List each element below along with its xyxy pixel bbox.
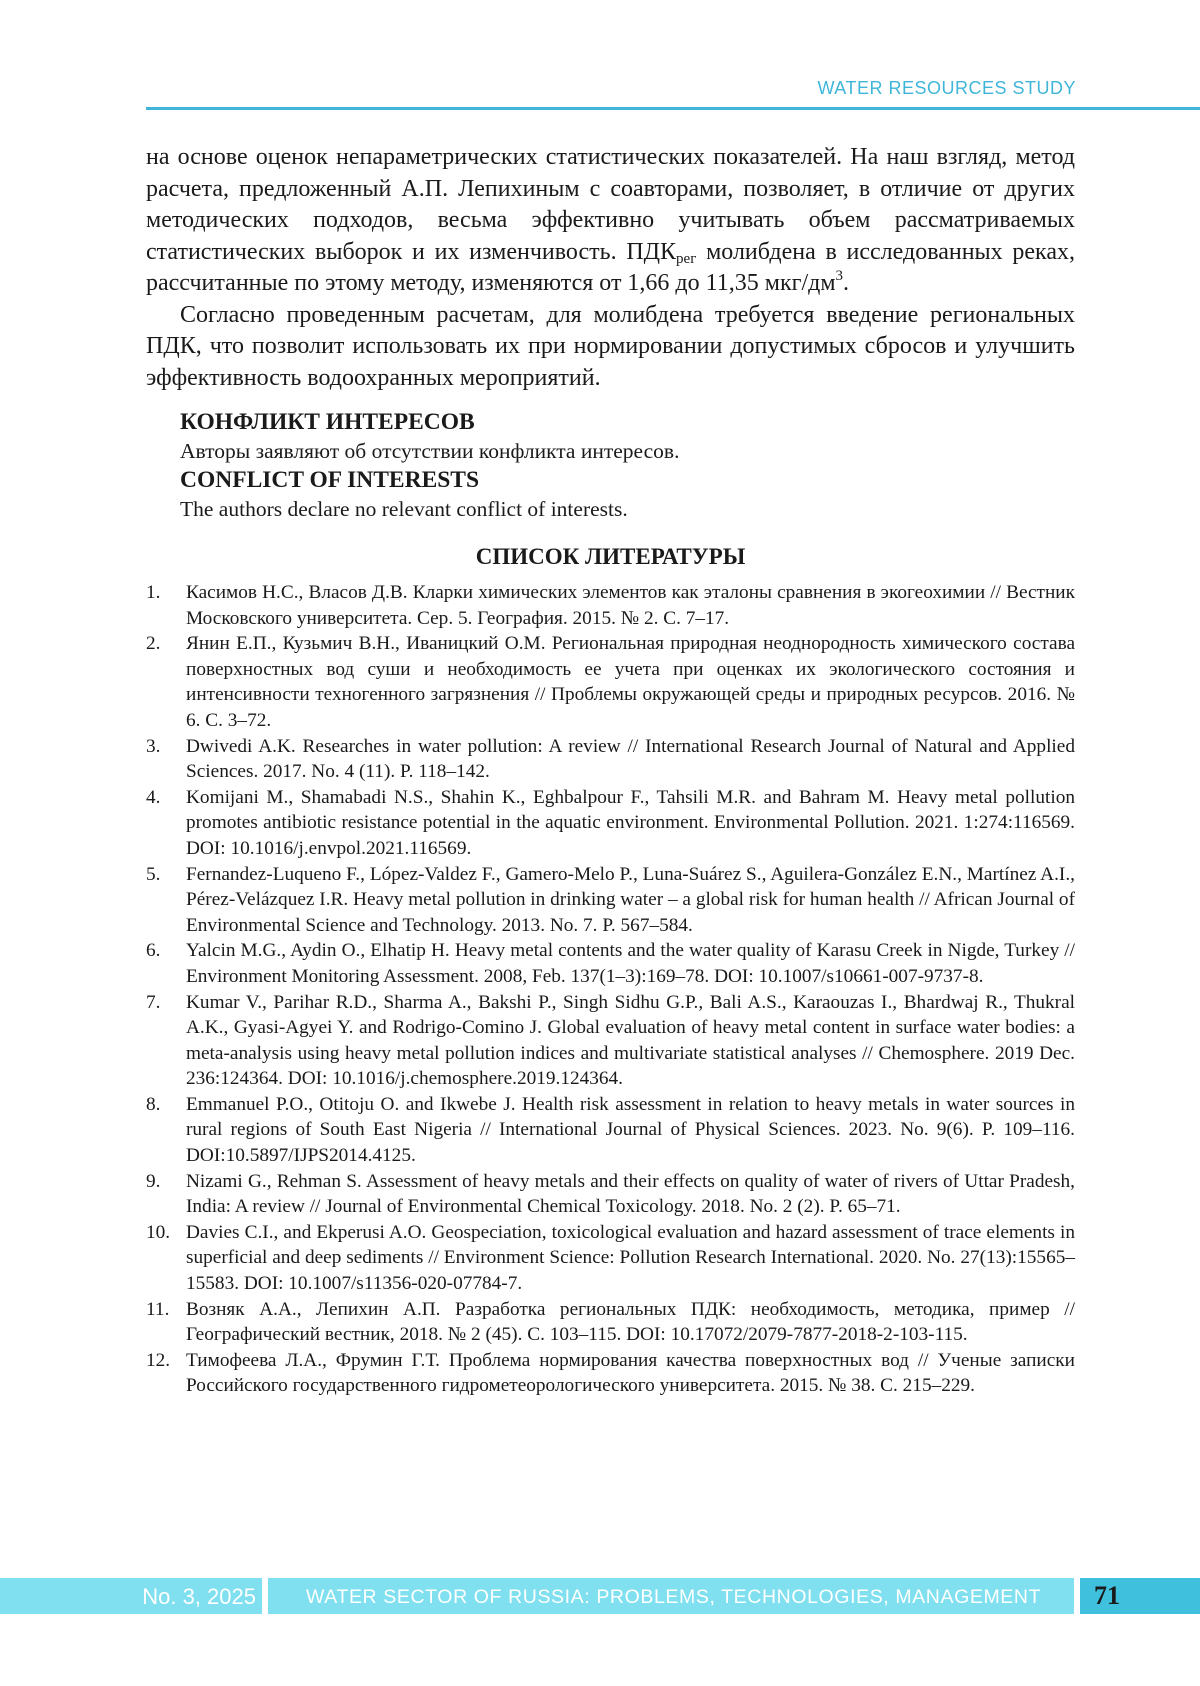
reference-text: Возняк А.А., Лепихин А.П. Разработка региональных ПДК: необходимость, методика, пример // Географический вестник, 2018. № 2 (45). С. 103–115. DOI: 10.17072/2079-7877-2018-2-103-115. bbox=[186, 1298, 1075, 1346]
reference-text: Kumar V., Parihar R.D., Sharma A., Bakshi P., Singh Sidhu G.P., Bali A.S., Karaouzas I., Bhardwaj R., Thukral A.K., Gyasi-Agyei Y. and Rodrigo-Comino J. Global evaluation of heavy metal content in surface water bodies: a meta-analysis using heavy metal pollution indices and multivariate statistical analyses // Chemosphere. 2019 Dec. 236:124364. DOI: 10.1016/j.chemosphere.2019.124364. bbox=[186, 991, 1075, 1090]
reference-item bbox=[146, 862, 1075, 939]
reference-item bbox=[146, 938, 1075, 989]
reference-number: 7. bbox=[146, 991, 161, 1013]
reference-number: 2. bbox=[146, 633, 161, 655]
footer-issue-box bbox=[0, 1578, 262, 1614]
footer-page-box bbox=[1080, 1578, 1200, 1614]
reference-number: 8. bbox=[146, 1093, 161, 1115]
reference-number: 4. bbox=[146, 786, 161, 808]
reference-number: 12. bbox=[146, 1349, 171, 1371]
body-paragraph-1 bbox=[146, 142, 1075, 300]
reference-number: 11. bbox=[146, 1298, 170, 1320]
references-title: СПИСОК ЛИТЕРАТУРЫ bbox=[475, 544, 746, 569]
header-rule bbox=[146, 107, 1200, 110]
body-paragraph-1-superscript: 3 bbox=[835, 268, 844, 284]
reference-item bbox=[146, 1092, 1075, 1169]
reference-item bbox=[146, 631, 1075, 733]
reference-number: 9. bbox=[146, 1170, 161, 1192]
body-paragraph-1-text-b: молибдена в исследованных реках, рассчитанные по этому методу, изменяются от 1,66 до 11,35 мкг/дм bbox=[146, 238, 1076, 296]
page-number: 71 bbox=[1094, 1581, 1120, 1610]
reference-item bbox=[146, 734, 1075, 785]
reference-text: Dwivedi A.K. Researches in water pollution: A review // International Research Journal of Natural and Applied Sciences. 2017. No. 4 (11). P. 118–142. bbox=[186, 735, 1075, 783]
reference-text: Янин Е.П., Кузьмич В.Н., Иваницкий О.М. Региональная природная неоднородность химического состава поверхностных вод суши и необходимость ее учета при оценках их экологического состояния и интенсивности техногенного загрязнения // Проблемы окружающей среды и природных ресурсов. 2016. № 6. С. 3–72. bbox=[186, 633, 1075, 731]
reference-item bbox=[146, 1169, 1075, 1220]
body-paragraph-1-text-a: на основе оценок непараметрических статистических показателей. На наш взгляд, метод расчета, предложенный А.П. Лепихиным с соавторами, позволяет, в отличие от других методических подходов, весьма эффективно учитывать объем рассматриваемых статистических выборок и их изменчивость. ПДК bbox=[146, 144, 1075, 265]
body-paragraph-1-end: . bbox=[843, 270, 850, 296]
body-paragraph-2: Согласно проведенным расчетам, для молибдена требуется введение региональных ПДК, что позволит использовать их при нормировании допустимых сбросов и улучшить эффективность водоохранных мероприятий. bbox=[146, 301, 1075, 391]
reference-item bbox=[146, 580, 1075, 631]
conflict-text-en: The authors declare no relevant conflict of interests. bbox=[180, 497, 628, 521]
reference-text: Davies C.I., and Ekperusi A.O. Geospeciation, toxicological evaluation and hazard assessment of trace elements in superficial and deep sediments // Environment Science: Pollution Research International. 2020. No. 27(13):15565–15583. DOI: 10.1007/s11356-020-07784-7. bbox=[186, 1221, 1075, 1295]
reference-text: Komijani M., Shamabadi N.S., Shahin K., Eghbalpour F., Tahsili M.R. and Bahram M. Heavy metal pollution promotes antibiotic resistance potential in the aquatic environment. Environmental Pollution. 2021. 1:274:116569. DOI: 10.1016/j.envpol.2021.116569. bbox=[186, 786, 1075, 859]
references-list bbox=[146, 580, 1075, 1399]
reference-text: Emmanuel P.O., Otitoju O. and Ikwebe J. Health risk assessment in relation to heavy metals in water sources in rural regions of South East Nigeria // International Journal of Physical Sciences. 2023. No. 9(6). P. 109–116. DOI:10.5897/IJPS2014.4125. bbox=[186, 1093, 1075, 1167]
reference-number: 1. bbox=[146, 582, 161, 603]
conflict-heading-en: CONFLICT OF INTERESTS bbox=[180, 467, 480, 493]
footer-journal-title: WATER SECTOR OF RUSSIA: PROBLEMS, TECHNOLOGIES, MANAGEMENT bbox=[306, 1586, 1042, 1608]
reference-number: 6. bbox=[146, 940, 161, 962]
reference-number: 3. bbox=[146, 735, 161, 757]
reference-text: Yalcin M.G., Aydin O., Elhatip H. Heavy metal contents and the water quality of Karasu Creek in Nigde, Turkey // Environment Monitoring Assessment. 2008, Feb. 137(1–3):169–78. DOI: 10.1007/s10661-007-9737-8. bbox=[186, 940, 1075, 987]
reference-item bbox=[146, 1297, 1075, 1348]
reference-text: Тимофеева Л.А., Фрумин Г.Т. Проблема нормирования качества поверхностных вод // Ученые записки Российского государственного гидрометеорологического университета. 2015. № 38. С. 215–229. bbox=[186, 1349, 1075, 1397]
reference-item bbox=[146, 1348, 1075, 1399]
reference-item bbox=[146, 1220, 1075, 1297]
reference-item bbox=[146, 785, 1075, 862]
reference-text: Fernandez-Luqueno F., López-Valdez F., Gamero-Melo P., Luna-Suárez S., Aguilera-González E.N., Martínez A.I., Pérez-Velázquez I.R. Heavy metal pollution in drinking water – a global risk for human health // African Journal of Environmental Science and Technology. 2013. No. 7. P. 567–584. bbox=[186, 863, 1075, 936]
conflict-section bbox=[180, 408, 1075, 524]
reference-number: 10. bbox=[146, 1221, 171, 1243]
footer-journal-box bbox=[268, 1578, 1074, 1614]
footer-issue: No. 3, 2025 bbox=[142, 1584, 256, 1609]
running-title: WATER RESOURCES STUDY bbox=[817, 78, 1076, 98]
reference-text: Касимов Н.С., Власов Д.В. Кларки химических элементов как эталоны сравнения в экогеохимии // Вестник Московского университета. Сер. 5. География. 2015. № 2. С. 7–17. bbox=[186, 582, 1075, 629]
reference-number: 5. bbox=[146, 863, 161, 885]
conflict-text-ru: Авторы заявляют об отсутствии конфликта интересов. bbox=[180, 439, 680, 463]
reference-item bbox=[146, 990, 1075, 1092]
page-content bbox=[146, 142, 1075, 1399]
body-paragraph-1-subscript: рег bbox=[676, 250, 697, 267]
reference-text: Nizami G., Rehman S. Assessment of heavy metals and their effects on quality of water of rivers of Uttar Pradesh, India: A review // Journal of Environmental Chemical Toxicology. 2018. No. 2 (2). P. 65–71. bbox=[186, 1170, 1075, 1218]
page-footer bbox=[0, 1578, 1200, 1614]
conflict-heading-ru: КОНФЛИКТ ИНТЕРЕСОВ bbox=[180, 409, 475, 435]
